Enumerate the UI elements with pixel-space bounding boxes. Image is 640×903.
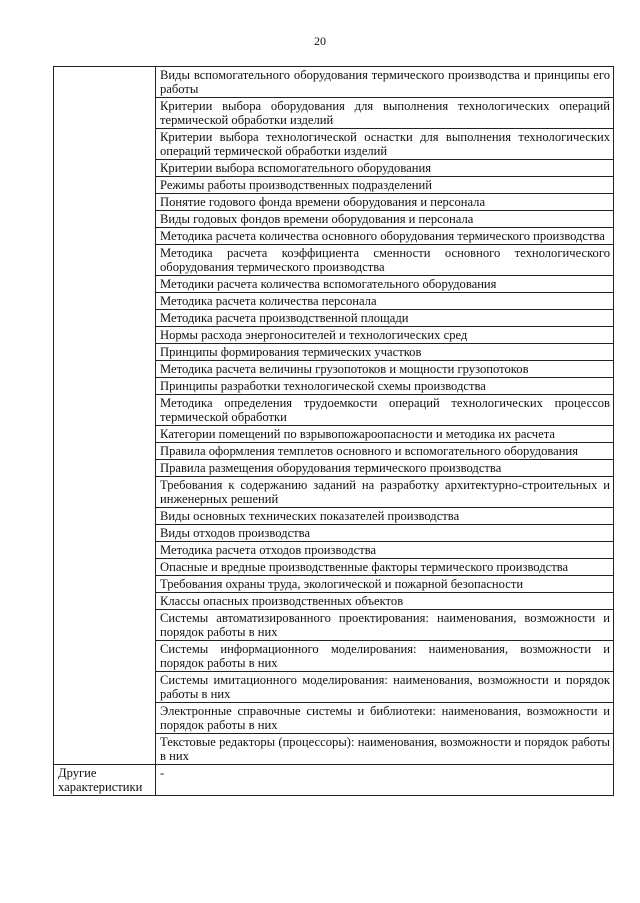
other-characteristics-row — [54, 765, 614, 796]
knowledge-item: Критерии выбора вспомогательного оборудования — [156, 160, 614, 177]
knowledge-item: Методика расчета коэффициента сменности основного технологического оборудования термического производства — [156, 245, 614, 276]
knowledge-item: Категории помещений по взрывопожароопасности и методика их расчета — [156, 426, 614, 443]
knowledge-item: Классы опасных производственных объектов — [156, 593, 614, 610]
other-characteristics-value: - — [156, 765, 614, 796]
knowledge-item: Виды отходов производства — [156, 525, 614, 542]
knowledge-table — [53, 66, 614, 796]
knowledge-item: Правила оформления темплетов основного и вспомогательного оборудования — [156, 443, 614, 460]
table-row — [54, 67, 614, 98]
knowledge-item: Требования к содержанию заданий на разработку архитектурно-строительных и инженерных решений — [156, 477, 614, 508]
knowledge-item: Правила размещения оборудования термического производства — [156, 460, 614, 477]
knowledge-item: Методика расчета количества основного оборудования термического производства — [156, 228, 614, 245]
knowledge-item: Опасные и вредные производственные факторы термического производства — [156, 559, 614, 576]
knowledge-item: Виды вспомогательного оборудования термического производства и принципы его работы — [156, 67, 614, 98]
knowledge-item: Текстовые редакторы (процессоры): наименования, возможности и порядок работы в них — [156, 734, 614, 765]
knowledge-item: Виды годовых фондов времени оборудования и персонала — [156, 211, 614, 228]
knowledge-item: Критерии выбора технологической оснастки для выполнения технологических операций термической обработки изделий — [156, 129, 614, 160]
knowledge-item: Системы автоматизированного проектирования: наименования, возможности и порядок работы в них — [156, 610, 614, 641]
knowledge-item: Методика расчета количества персонала — [156, 293, 614, 310]
knowledge-item: Системы информационного моделирования: наименования, возможности и порядок работы в них — [156, 641, 614, 672]
knowledge-item: Режимы работы производственных подразделений — [156, 177, 614, 194]
knowledge-item: Методика расчета отходов производства — [156, 542, 614, 559]
page-number: 20 — [314, 34, 326, 48]
knowledge-item: Методика расчета величины грузопотоков и мощности грузопотоков — [156, 361, 614, 378]
knowledge-item: Принципы разработки технологической схемы производства — [156, 378, 614, 395]
knowledge-item: Нормы расхода энергоносителей и технологических сред — [156, 327, 614, 344]
other-characteristics-label: Другие характеристики — [54, 765, 156, 796]
knowledge-item: Электронные справочные системы и библиотеки: наименования, возможности и порядок работы в них — [156, 703, 614, 734]
knowledge-item: Системы имитационного моделирования: наименования, возможности и порядок работы в них — [156, 672, 614, 703]
knowledge-item: Виды основных технических показателей производства — [156, 508, 614, 525]
knowledge-item: Методика расчета производственной площади — [156, 310, 614, 327]
knowledge-item: Методики расчета количества вспомогательного оборудования — [156, 276, 614, 293]
knowledge-item: Методика определения трудоемкости операций технологических процессов термической обработки — [156, 395, 614, 426]
category-label-cell — [54, 67, 156, 765]
knowledge-item: Понятие годового фонда времени оборудования и персонала — [156, 194, 614, 211]
knowledge-item: Критерии выбора оборудования для выполнения технологических операций термической обработки изделий — [156, 98, 614, 129]
knowledge-item: Требования охраны труда, экологической и пожарной безопасности — [156, 576, 614, 593]
knowledge-item: Принципы формирования термических участков — [156, 344, 614, 361]
